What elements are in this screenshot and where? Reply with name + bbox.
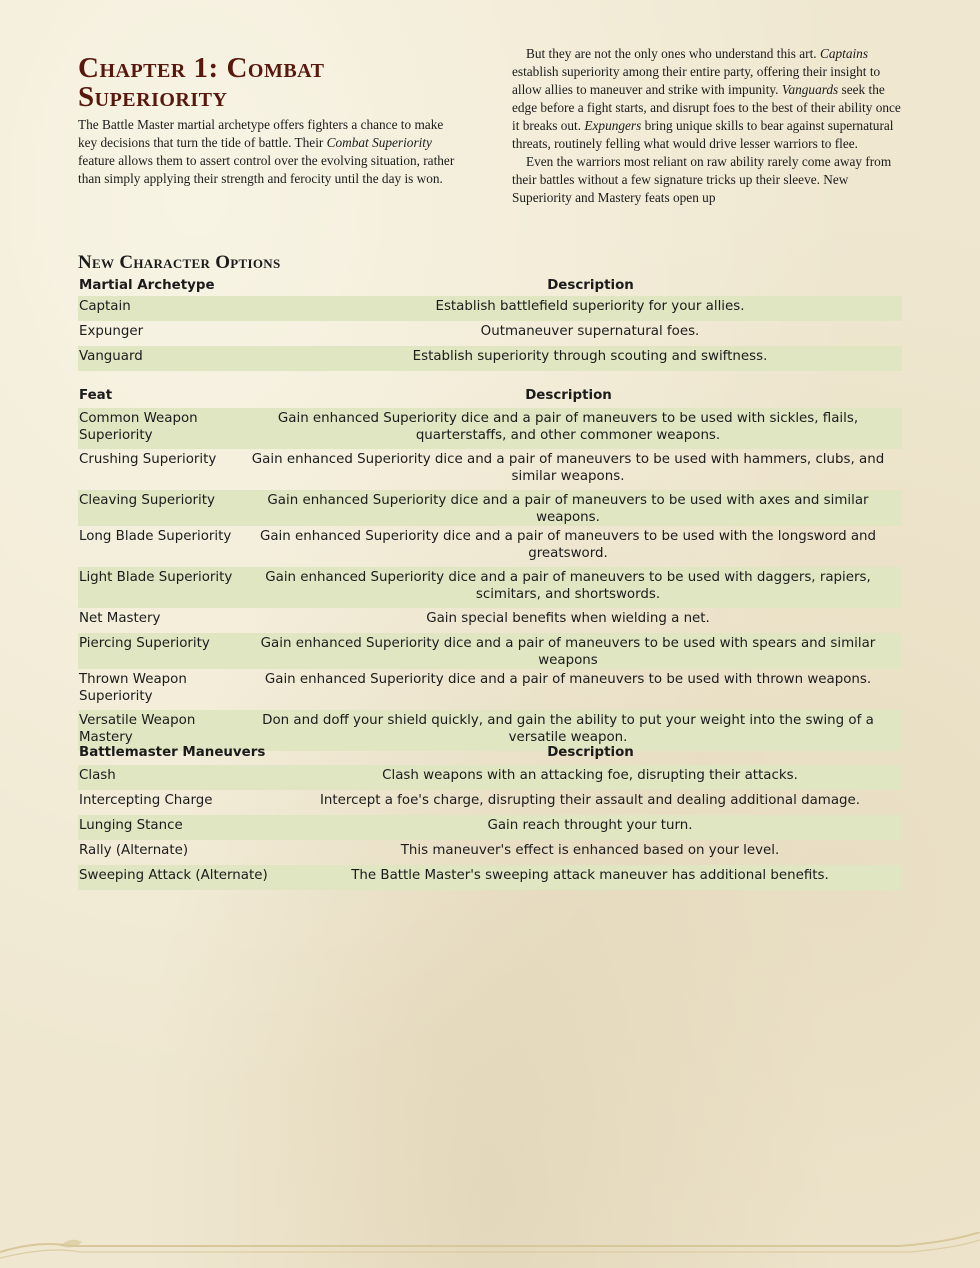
table-row [78, 567, 902, 608]
row-description: Gain enhanced Superiority dice and a pair of maneuvers to be used with hammers, clubs, and similar weapons. [251, 452, 885, 484]
table-row [78, 321, 902, 346]
row-description: Gain enhanced Superiority dice and a pair of maneuvers to be used with axes and similar weapons. [234, 490, 902, 526]
maneuver-table [78, 740, 902, 890]
row-name: Clash [78, 765, 278, 790]
row-name: Vanguard [78, 346, 278, 371]
table-row [78, 765, 902, 790]
archetypes-paragraph: But they are not the only ones who understand this art. Captains establish superiority among their entire party, offering their insight to allow allies to maneuver and strike with impunity. Vanguards seek the edge before a fight starts, and disrupt foes to the best of their ability once it breaks out. Expungers bring unique skills to bear against supernatural threats, routinely felling what would drive lesser warriors to flee. [512, 46, 901, 151]
table-row [78, 608, 902, 633]
column-header: Description [547, 277, 634, 293]
row-description: Establish battlefield superiority for your allies. [278, 296, 902, 321]
chapter-title-line1: Chapter 1: Combat [78, 52, 325, 84]
row-name: Light Blade Superiority [78, 567, 234, 608]
table-row [78, 840, 902, 865]
left-column [78, 54, 462, 188]
row-description: Intercept a foe's charge, disrupting their assault and dealing additional damage. [319, 793, 861, 808]
row-name: Captain [78, 296, 278, 321]
column-header: Description [525, 388, 612, 403]
right-column [512, 45, 906, 207]
row-description: Don and doff your shield quickly, and gain the ability to put your weight into the swing of a versatile weapon. [234, 710, 902, 751]
row-description: Gain enhanced Superiority dice and a pair of maneuvers to be used with daggers, rapiers, scimitars, and shortswords. [234, 567, 902, 608]
table-row [78, 633, 902, 669]
table-header [78, 383, 902, 408]
row-description: Gain special benefits when wielding a net. [426, 611, 710, 626]
row-name: Piercing Superiority [78, 633, 234, 669]
feats-section [78, 383, 902, 751]
table-row [78, 408, 902, 449]
row-description: Gain enhanced Superiority dice and a pair of maneuvers to be used with spears and similar weapons [234, 633, 902, 669]
options-section [78, 252, 902, 371]
row-name: Thrown Weapon Superiority [79, 672, 187, 704]
table-row [78, 669, 902, 710]
row-name: Sweeping Attack (Alternate) [78, 865, 278, 890]
column-header: Feat [79, 388, 113, 403]
row-name: Lunging Stance [78, 815, 278, 840]
chapter-title [78, 54, 462, 112]
row-description: Establish superiority through scouting and swiftness. [278, 346, 902, 371]
row-description: This maneuver's effect is enhanced based on your level. [400, 843, 780, 858]
row-description: Outmaneuver supernatural foes. [480, 324, 700, 339]
row-name: Cleaving Superiority [78, 490, 234, 526]
row-name: Rally (Alternate) [79, 843, 189, 858]
row-name: Net Mastery [79, 611, 161, 626]
row-name: Common Weapon Superiority [78, 408, 234, 449]
row-description: Gain enhanced Superiority dice and a pair of maneuvers to be used with thrown weapons. [264, 672, 872, 687]
page-border-decoration [0, 1232, 980, 1268]
row-description: Clash weapons with an attacking foe, disrupting their attacks. [278, 765, 902, 790]
row-description: Gain reach throught your turn. [278, 815, 902, 840]
table-row [78, 296, 902, 321]
column-header: Battlemaster Maneuvers [79, 745, 266, 760]
feat-table [78, 383, 902, 751]
row-description: Gain enhanced Superiority dice and a pair of maneuvers to be used with sickles, flails, quarterstaffs, and other commoner weapons. [234, 408, 902, 449]
section-title: New Character Options [78, 252, 281, 273]
table-header [78, 740, 902, 765]
table-row [78, 790, 902, 815]
row-name: Long Blade Superiority [79, 529, 232, 544]
row-name: Intercepting Charge [79, 793, 213, 808]
table-row [78, 449, 902, 490]
table-row [78, 490, 902, 526]
column-header: Martial Archetype [79, 277, 215, 293]
table-header [78, 274, 902, 296]
table-row [78, 526, 902, 567]
combat-superiority-term: Combat Superiority [326, 135, 432, 150]
row-name: Expunger [79, 324, 144, 339]
column-header: Description [547, 745, 634, 760]
intro-paragraph: The Battle Master martial archetype offers fighters a chance to make key decisions that turn the tide of battle. Their Combat Superiority feature allows them to assert control over the evolving situation, rather than simply applying their strength and ferocity until the day is won. [78, 117, 455, 186]
table-row [78, 815, 902, 840]
row-description: Gain enhanced Superiority dice and a pair of maneuvers to be used with the longsword and greatsword. [259, 529, 877, 561]
table-row [78, 346, 902, 371]
archetype-table [78, 274, 902, 371]
table-row [78, 865, 902, 890]
row-name: Crushing Superiority [79, 452, 217, 467]
feats-intro-paragraph: Even the warriors most reliant on raw ability rarely come away from their battles without a few signature tricks up their sleeve. New Superiority and Mastery feats open up [512, 154, 892, 205]
chapter-title-line2: Superiority [78, 81, 228, 113]
maneuvers-section [78, 740, 902, 890]
row-description: The Battle Master's sweeping attack maneuver has additional benefits. [278, 865, 902, 890]
row-name: Versatile Weapon Mastery [78, 710, 234, 751]
